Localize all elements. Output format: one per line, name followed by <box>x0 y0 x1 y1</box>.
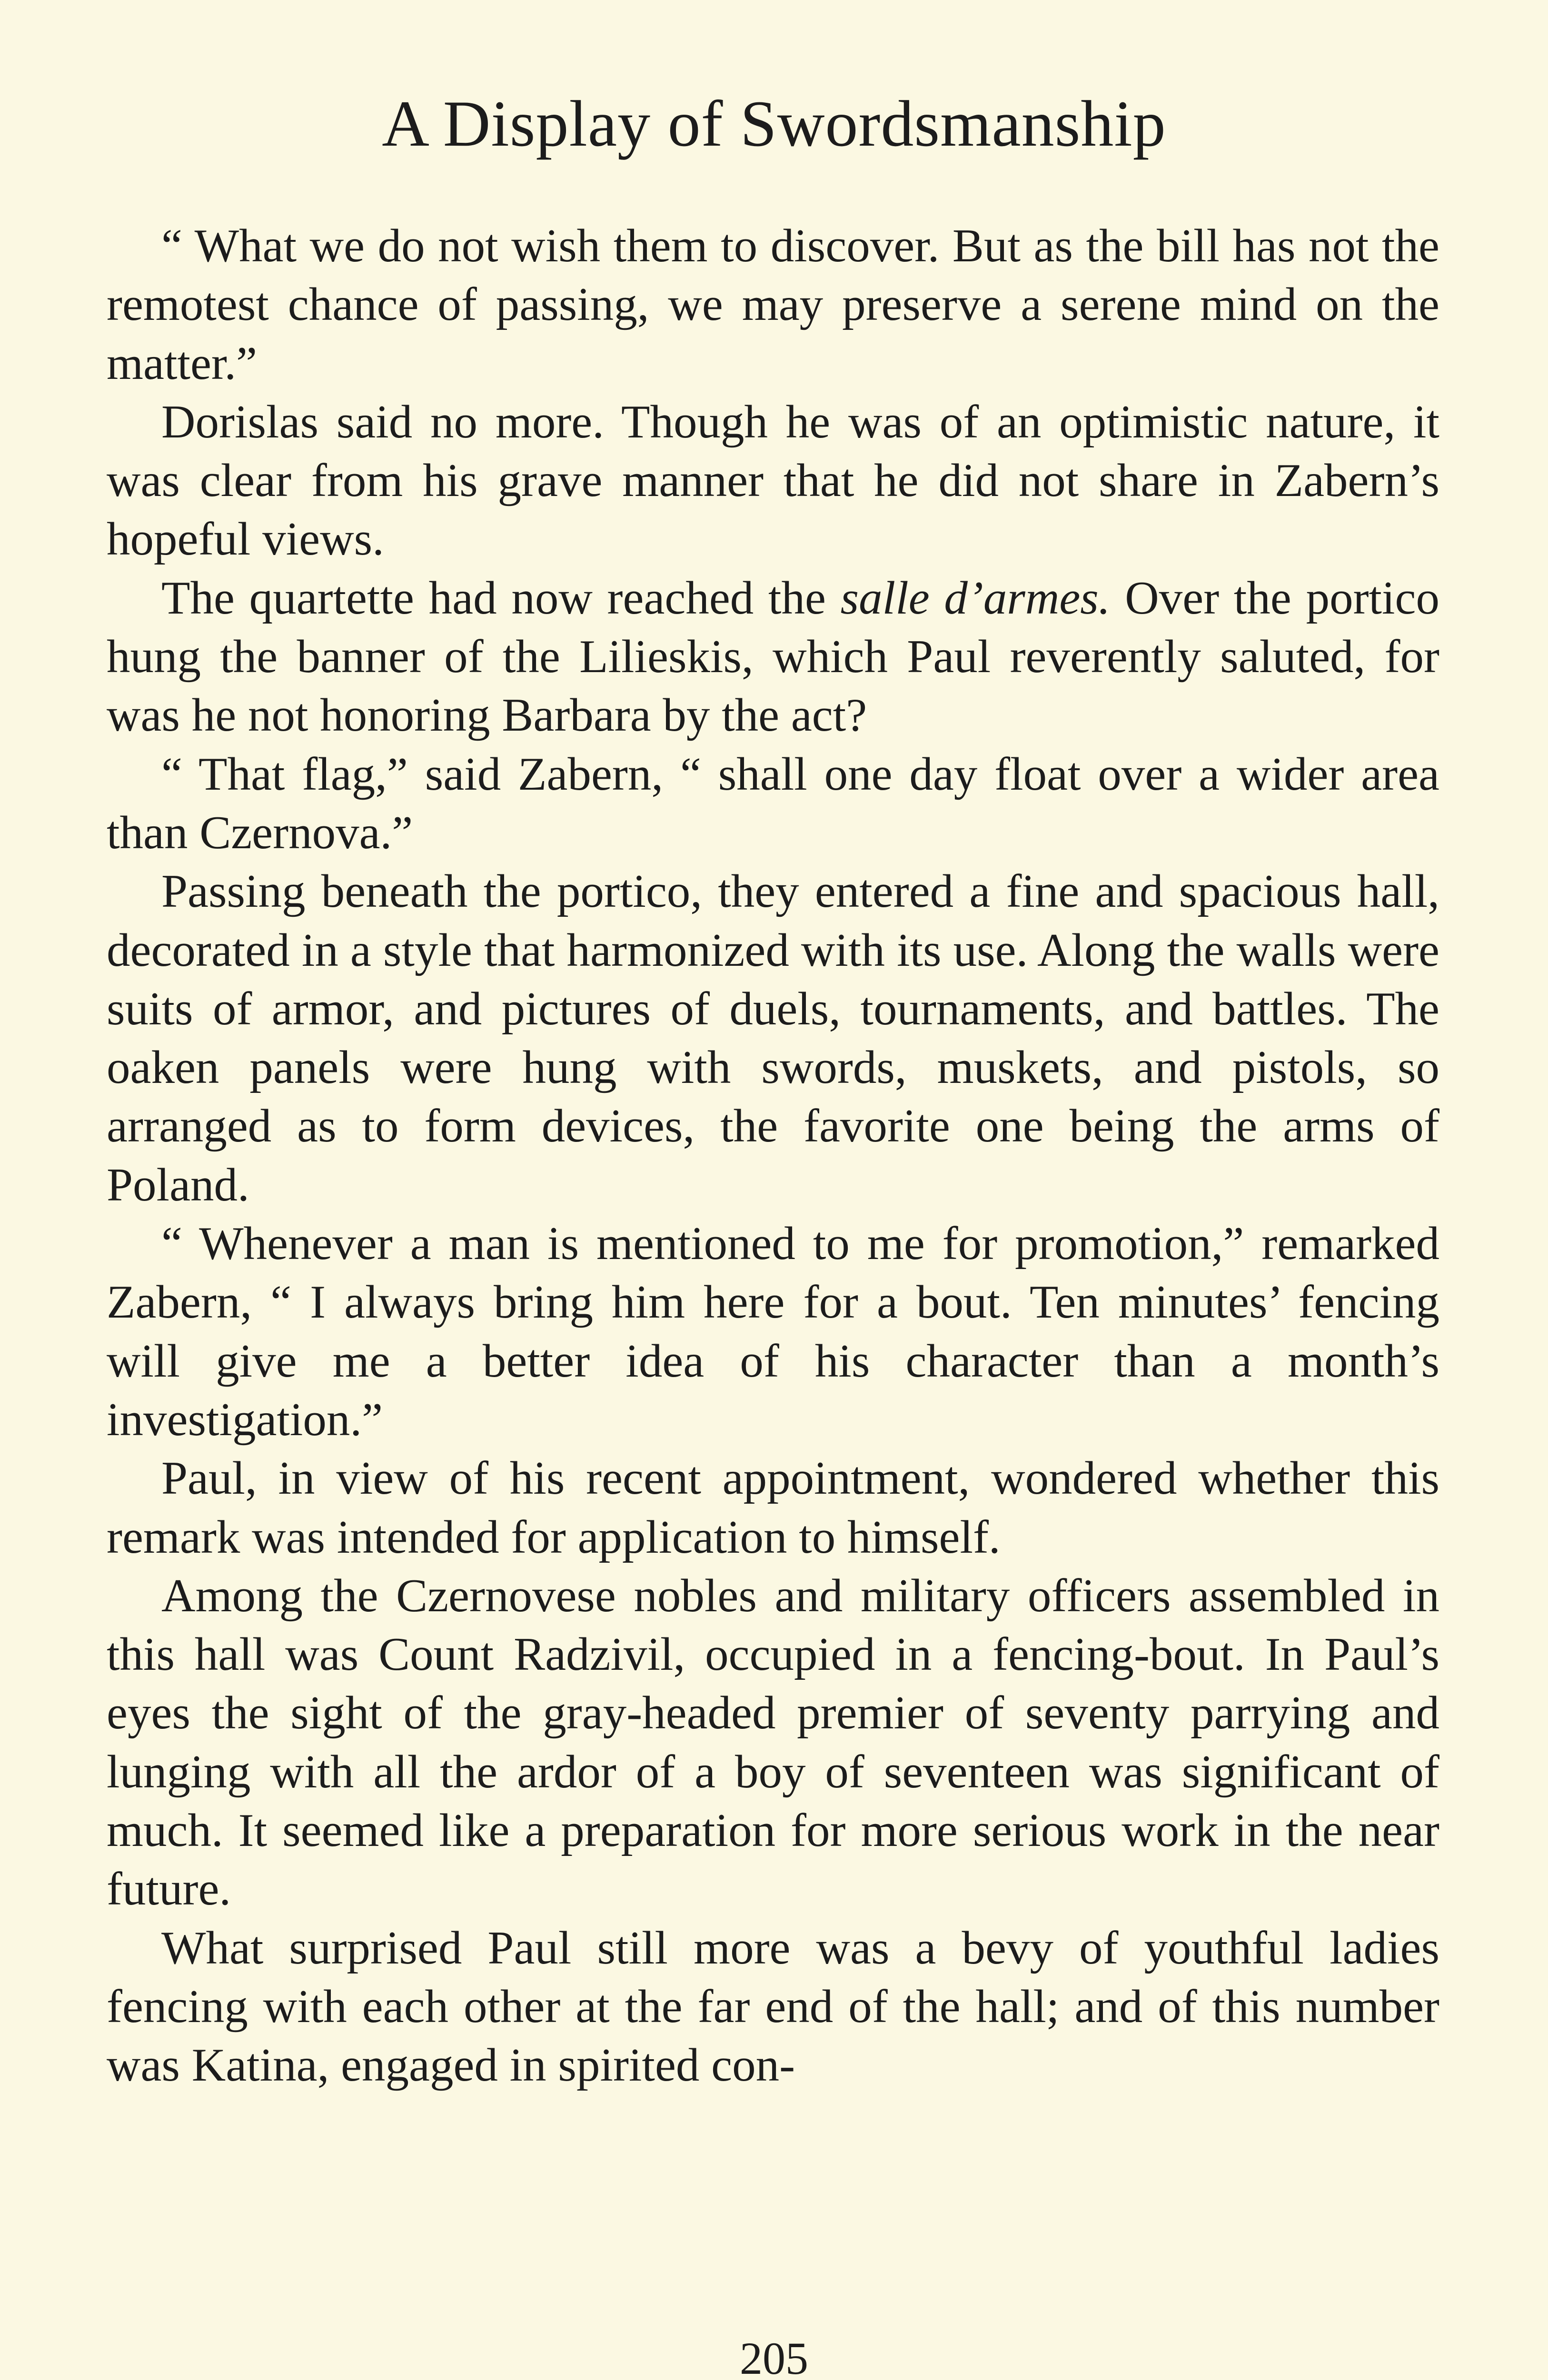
italic-phrase: salle d’armes. <box>840 572 1111 624</box>
running-head: A Display of Swordsmanship <box>382 87 1166 160</box>
page-number: 205 <box>740 2333 808 2380</box>
paragraph: Among the Czernovese nobles and military officers assembled in this hall was Count Radzivil, occupied in a fencing-bout. In Paul’s eyes the sight of the gray-headed premier of seventy parrying and lunging with all the ardor of a boy of seventeen was significant of much. It seemed like a preparation for more serious work in the near future. <box>107 1569 1439 1915</box>
paragraph-text: Over the portico hung the banner of the Lilieskis, which Paul reverently saluted, for was he not honoring Barbara by the act? <box>107 572 1439 742</box>
paragraph: “ What we do not wish them to discover. But as the bill has not the remotest chance of passing, we may preserve a serene mind on the matter.” <box>107 220 1439 389</box>
paragraph: What surprised Paul still more was a bevy of youthful ladies fencing with each other at the far end of the hall; and of this number was Katina, engaged in spirited con- <box>107 1922 1439 2092</box>
body-text <box>107 217 1439 2095</box>
paragraph: Paul, in view of his recent appointment, wondered whether this remark was intended for application to himself. <box>107 1452 1439 1563</box>
paragraph: Dorislas said no more. Though he was of an optimistic nature, it was clear from his grave manner that he did not share in Zabern’s hopeful views. <box>107 396 1439 565</box>
paragraph: Passing beneath the portico, they entered a fine and spacious hall, decorated in a style that harmonized with its use. Along the walls were suits of armor, and pictures of duels, tournaments, and battles. The oaken panels were hung with swords, muskets, and pistols, so arranged as to form devices, the favorite one being the arms of Poland. <box>107 865 1439 1211</box>
paragraph: “ That flag,” said Zabern, “ shall one day float over a wider area than Czernova.” <box>107 748 1439 859</box>
paragraph-text: The quartette had now reached the <box>161 572 841 624</box>
paragraph <box>107 569 1439 745</box>
paragraph: “ Whenever a man is mentioned to me for promotion,” remarked Zabern, “ I always bring him here for a bout. Ten minutes’ fencing will give me a better idea of his character than a month’s investigation.” <box>107 1218 1439 1446</box>
